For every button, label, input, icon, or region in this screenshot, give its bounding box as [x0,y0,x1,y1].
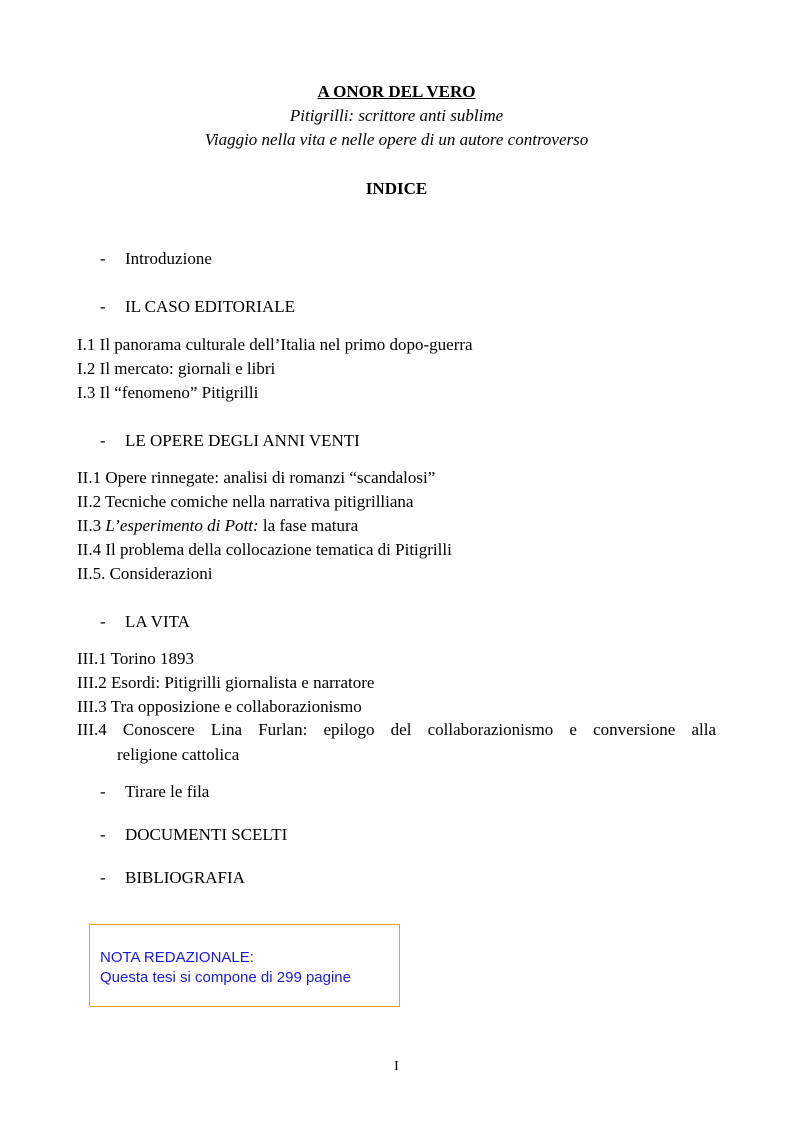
toc-entry-italic-title: L’esperimento di Pott: [105,516,259,535]
toc-section-label: BIBLIOGRAFIA [125,868,245,887]
toc-section-opere [100,431,360,451]
toc-entry-II-4: II.4 Il problema della collocazione tematica di Pitigrilli [77,540,452,559]
toc-entry-I-2: I.2 Il mercato: giornali e libri [77,359,276,378]
toc-section-vita [100,612,190,632]
document-title: A ONOR DEL VERO [317,82,476,101]
editorial-note-label: NOTA REDAZIONALE: [100,949,254,966]
toc-entry-suffix: la fase matura [258,516,359,535]
toc-section-documenti [100,825,287,845]
index-heading: INDICE [365,179,428,198]
toc-section-caso-editoriale [100,297,295,317]
editorial-note-text: Questa tesi si compone di 299 pagine [100,969,351,986]
toc-entry-I-3: I.3 Il “fenomeno” Pitigrilli [77,383,259,402]
page-number: I [394,1059,399,1074]
dash-bullet: - [100,249,106,268]
toc-entry-III-2: III.2 Esordi: Pitigrilli giornalista e narratore [77,673,375,692]
toc-section-label: LA VITA [125,612,190,631]
toc-entry-II-2: II.2 Tecniche comiche nella narrativa pitigrilliana [77,492,414,511]
toc-section-label: Introduzione [125,249,212,268]
toc-section-tirare-le-fila [100,782,209,802]
toc-entry-II-1: II.1 Opere rinnegate: analisi di romanzi “scandalosi” [77,468,436,487]
toc-entry-III-3: III.3 Tra opposizione e collaborazionismo [77,697,362,716]
dash-bullet: - [100,868,106,887]
toc-section-label: DOCUMENTI SCELTI [125,825,288,844]
dash-bullet: - [100,825,106,844]
toc-section-label: LE OPERE DEGLI ANNI VENTI [125,431,360,450]
toc-entry-III-4-continuation: religione cattolica [117,745,240,764]
editorial-note-box [89,924,400,1007]
subtitle-line-1: Pitigrilli: scrittore anti sublime [289,106,504,125]
dash-bullet: - [100,612,106,631]
toc-entry-prefix: II.3 [77,516,106,535]
toc-entry-II-5: II.5. Considerazioni [77,564,213,583]
toc-entry-II-3 [77,516,358,536]
dash-bullet: - [100,297,106,316]
toc-entry-I-1: I.1 Il panorama culturale dell’Italia nel primo dopo-guerra [77,335,473,354]
dash-bullet: - [100,782,106,801]
toc-entry-III-4: III.4 Conoscere Lina Furlan: epilogo del collaborazionismo e conversione alla [77,720,716,739]
toc-section-bibliografia [100,868,245,888]
toc-section-label: IL CASO EDITORIALE [125,297,295,316]
dash-bullet: - [100,431,106,450]
toc-section-label: Tirare le fila [125,782,210,801]
toc-entry-III-1: III.1 Torino 1893 [77,649,195,668]
subtitle-line-2: Viaggio nella vita e nelle opere di un autore controverso [204,130,589,149]
toc-section-introduzione [100,249,212,269]
